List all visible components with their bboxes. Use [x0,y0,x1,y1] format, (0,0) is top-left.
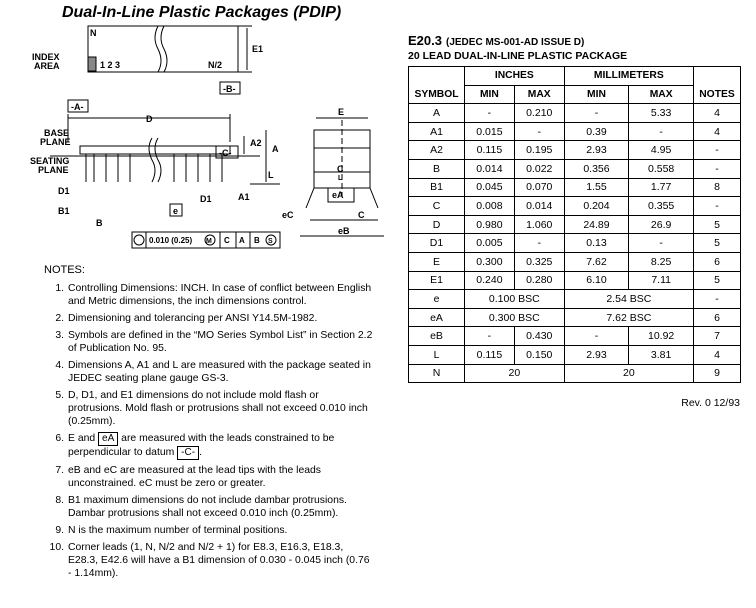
inches-header: INCHES [465,67,565,86]
table-cell: A1 [409,122,465,141]
table-cell: e [409,290,465,309]
table-cell: 0.150 [514,345,564,364]
table-cell: 0.005 [465,234,515,253]
table-cell: - [694,141,741,160]
note-number: 6. [55,433,64,444]
notes-list [44,282,374,584]
seating-plane-line2: PLANE [38,165,69,175]
table-cell: 24.89 [564,215,629,234]
table-row [409,234,741,253]
note-text: B1 maximum dimensions do not include dambar protrusions. Dambar protrusions shall not exceed 0.010 inch (0.25mm). [68,495,347,519]
in-max-header: MAX [514,85,564,104]
index-area-line2: AREA [34,61,60,71]
note-number: 8. [55,495,64,506]
base-plane-label [40,128,72,147]
table-cell: - [514,234,564,253]
table-cell: 4 [694,122,741,141]
side-ec-label: eC [282,210,294,220]
table-cell: 0.280 [514,271,564,290]
table-row [409,252,741,271]
table-cell: 0.355 [629,197,694,216]
dimensions-table [408,66,741,383]
tol-c-label: C [224,236,230,245]
table-row [409,159,741,178]
table-cell: 7 [694,327,741,346]
table-cell: B [409,159,465,178]
note-number: 5. [55,390,64,401]
table-cell: - [465,104,515,123]
notes-header-blank [694,67,741,86]
note-text: eB and eC are measured at the lead tips with the leads unconstrained. eC must be zero or greater. [68,465,321,489]
table-cell: 6 [694,252,741,271]
seating-plane-line1: SEATING [30,156,70,166]
table-cell: 5 [694,215,741,234]
datum-c-box: -C- [177,446,199,460]
note-text: Corner leads (1, N, N/2 and N/2 + 1) for E8.3, E16.3, E18.3, E28.3, E42.6 will have a B1 dimension of 0.030 - 0.045 inch (0.76 - 1.14mm). [68,542,370,579]
notes-heading: NOTES: [44,264,85,276]
page-title: Dual-In-Line Plastic Packages (PDIP) [62,4,342,21]
note-number: 9. [55,525,64,536]
table-cell: 5.33 [629,104,694,123]
note-number: 3. [55,330,64,341]
table-cell: 0.980 [465,215,515,234]
note-text: Dimensions A, A1 and L are measured with the package seated in JEDEC seating plane gauge GS-3. [68,360,371,384]
note-text: Dimensioning and tolerancing per ANSI Y14.5M-1982. [68,313,318,324]
package-description: 20 LEAD DUAL-IN-LINE PLASTIC PACKAGE [408,50,628,62]
table-cell: 7.11 [629,271,694,290]
table-cell: 0.015 [465,122,515,141]
note-item [44,312,374,325]
table-cell: eB [409,327,465,346]
table-cell: B1 [409,178,465,197]
table-cell: 0.210 [514,104,564,123]
table-cell: - [514,122,564,141]
note-item [44,524,374,537]
table-row [409,122,741,141]
table-cell: 0.100 BSC [465,290,565,309]
table-cell: 2.93 [564,345,629,364]
pins-left-label: 1 2 3 [100,60,121,70]
tol-m-label: M [206,238,212,245]
table-cell: 5 [694,234,741,253]
ea-symbol-box: eA [98,432,118,446]
table-cell: - [465,327,515,346]
base-plane-line1: BASE [44,128,70,138]
note-text: D, D1, and E1 dimensions do not include mold flash or protrusions. Mold flash or protrusions shall not exceed 0.010 inch (0.25mm). [68,390,368,427]
note-number: 4. [55,360,64,371]
table-cell: 4.95 [629,141,694,160]
note-item [44,359,374,385]
package-outline-drawing [20,22,400,252]
note-text: Symbols are defined in the “MO Series Symbol List” in Section 2.2 of Publication No. 95. [68,330,373,354]
table-cell: 9 [694,364,741,383]
e1-label: E1 [252,44,264,54]
table-cell: D [409,215,465,234]
table-cell: 0.430 [514,327,564,346]
note-item [44,494,374,520]
table-cell: E1 [409,271,465,290]
symbol-header: SYMBOL [409,85,465,104]
side-eb-label: eB [338,226,350,236]
note-text: N is the maximum number of terminal positions. [68,525,288,536]
table-cell: A [409,104,465,123]
side-cl-line1: C [337,164,344,174]
table-cell: 0.115 [465,345,515,364]
note-text: Controlling Dimensions: INCH. In case of conflict between English and Metric dimensions, the inch dimensions control. [68,283,372,307]
table-cell: 2.54 BSC [564,290,693,309]
table-cell: 0.204 [564,197,629,216]
table-cell: 0.045 [465,178,515,197]
tol-s-label: S [268,238,273,245]
table-row [409,308,741,327]
table-cell: 20 [465,364,565,383]
table-cell: 6.10 [564,271,629,290]
table-cell: - [629,234,694,253]
table-row [409,141,741,160]
table-cell: 8.25 [629,252,694,271]
note-number: 2. [55,313,64,324]
tol-a-label: A [239,236,245,245]
table-cell: 0.356 [564,159,629,178]
d-label: D [146,114,153,124]
table-cell: 4 [694,345,741,364]
package-standard: (JEDEC MS-001-AD ISSUE D) [445,37,585,48]
table-cell: 3.81 [629,345,694,364]
d1-right-label: D1 [200,194,212,204]
table-cell: 10.92 [629,327,694,346]
l-label: L [268,170,274,180]
note-number: 7. [55,465,64,476]
tolerance-label: 0.010 (0.25) [149,236,193,245]
seating-plane-label [30,156,72,175]
e-label: e [173,206,179,216]
note-number: 10. [49,542,64,553]
a-label: A [272,144,279,154]
note-item [44,329,374,355]
datum-b-label: -B- [223,84,236,94]
note-item [44,432,374,460]
table-cell: 0.39 [564,122,629,141]
table-cell: 0.13 [564,234,629,253]
table-cell: - [564,327,629,346]
table-cell: 7.62 [564,252,629,271]
table-cell: 7.62 BSC [564,308,693,327]
symbol-header-blank [409,67,465,86]
table-cell: L [409,345,465,364]
base-plane-line2: PLANE [40,137,71,147]
table-cell: 1.77 [629,178,694,197]
table-cell: 0.240 [465,271,515,290]
table-cell: 0.070 [514,178,564,197]
pin-n2-label: N/2 [208,60,223,70]
in-min-header: MIN [465,85,515,104]
table-cell: A2 [409,141,465,160]
note-item [44,282,374,308]
table-row [409,197,741,216]
table-cell: 0.558 [629,159,694,178]
side-c-label: C [358,210,365,220]
datum-c-label: -C- [219,148,232,158]
table-row [409,178,741,197]
table-cell: 0.300 BSC [465,308,565,327]
table-cell: 2.93 [564,141,629,160]
note-item [44,389,374,428]
table-row [409,290,741,309]
table-cell: 0.325 [514,252,564,271]
revision-label: Rev. 0 12/93 [681,397,740,409]
index-area-line1: INDEX [32,52,60,62]
table-cell: 0.195 [514,141,564,160]
d1-left-label: D1 [58,186,70,196]
index-area-label [32,52,62,71]
side-e-label: E [338,107,345,117]
table-cell: - [629,122,694,141]
dimensions-body [409,104,741,383]
datum-a-label: -A- [71,102,84,112]
table-cell: eA [409,308,465,327]
note-number: 1. [55,283,64,294]
table-cell: - [694,197,741,216]
note-text: . [199,447,202,458]
table-cell: D1 [409,234,465,253]
table-cell: 0.115 [465,141,515,160]
table-cell: 1.55 [564,178,629,197]
package-code: E20.3 [408,33,442,48]
table-row [409,104,741,123]
table-cell: 0.022 [514,159,564,178]
b-label: B [96,218,103,228]
table-cell: 5 [694,271,741,290]
table-cell: E [409,252,465,271]
pin-n-label: N [90,28,97,38]
table-cell: 0.014 [514,197,564,216]
table-cell: - [564,104,629,123]
table-cell: 4 [694,104,741,123]
table-row [409,327,741,346]
table-cell: C [409,197,465,216]
note-text: E and [68,433,96,444]
tol-b-label: B [254,236,260,245]
side-cl-line2: L [338,175,343,182]
mm-header: MILLIMETERS [564,67,693,86]
mm-max-header: MAX [629,85,694,104]
note-text: are measured with the leads constrained to be perpendicular to datum [68,433,335,458]
note-item [44,541,374,580]
table-cell: - [694,159,741,178]
side-ea-label: eA [332,190,344,200]
table-cell: 0.014 [465,159,515,178]
side-cl-label [337,164,346,182]
table-cell: 6 [694,308,741,327]
table-cell: 1.060 [514,215,564,234]
a1-label: A1 [238,192,250,202]
table-cell: 20 [564,364,693,383]
table-cell: 0.008 [465,197,515,216]
table-row [409,271,741,290]
table-cell: N [409,364,465,383]
b1-label: B1 [58,206,70,216]
table-row [409,345,741,364]
table-cell: - [694,290,741,309]
table-cell: 26.9 [629,215,694,234]
table-row [409,364,741,383]
notes-header: NOTES [694,85,741,104]
package-header [408,32,627,62]
table-cell: 8 [694,178,741,197]
a2-label: A2 [250,138,262,148]
note-item [44,464,374,490]
table-row [409,215,741,234]
mm-min-header: MIN [564,85,629,104]
table-cell: 0.300 [465,252,515,271]
